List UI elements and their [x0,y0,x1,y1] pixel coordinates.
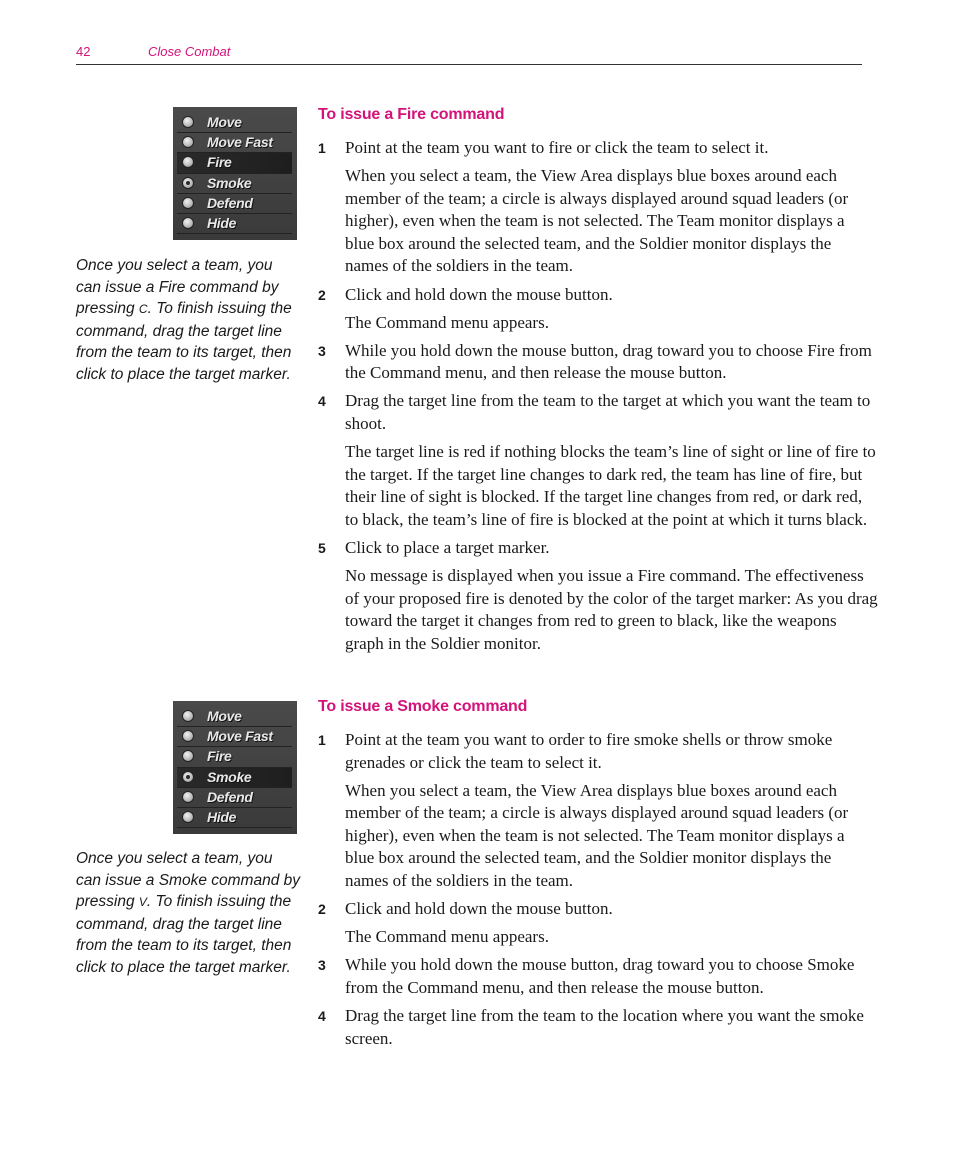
menu-item-move: Move [177,707,292,727]
step-1 [318,729,878,774]
menu-item-move: Move [177,113,292,133]
radio-icon [183,731,193,741]
step-number: 4 [318,393,326,410]
step-text: Point at the team you want to fire or click the team to select it. [345,138,769,157]
step-2 [318,898,878,921]
menu-item-move-fast: Move Fast [177,727,292,747]
smoke-section [318,698,878,1056]
step-text: Click to place a target marker. [345,538,550,557]
radio-icon [183,812,193,822]
smoke-caption: Once you select a team, you can issue a Smoke command by pressing V. To finish issuing the command, drag the target line from the team to its target, then click to place the target marker. [76,850,300,976]
shortcut-key: C [138,302,148,317]
step-detail: The target line is red if nothing blocks the team’s line of sight or line of fire to the target. If the target line changes to dark red, the team has line of fire, but their line of sight is blocked. If the target line changes from red, or dark red, to black, the team’s line of fire is blocked at the point at which it turns black. [345,442,876,529]
step-number: 3 [318,957,326,974]
step-text: Click and hold down the mouse button. [345,284,613,304]
step-detail: When you select a team, the View Area displays blue boxes around each member of the team; a circle is always displayed around squad leaders (or higher), even when the team is not selected. The Team monitor displays a blue box around the selected team, and the Soldier monitor displays the names of the soldiers in the team. [345,780,849,891]
command-menu-fire-image [173,107,297,240]
running-title: Close Combat [148,44,231,59]
step-text: Point at the team you want to order to fire smoke shells or throw smoke grenades or click the team to select it. [345,730,833,772]
radio-icon [183,137,193,147]
shortcut-key: V [138,895,147,910]
step-4 [318,390,878,435]
step-detail: The Command menu appears. [345,312,549,332]
step-number: 2 [318,901,326,918]
menu-item-defend: Defend [177,194,292,214]
step-detail: No message is displayed when you issue a Fire command. The effectiveness of your proposed fire is denoted by the color of the target marker: As you drag toward the target it changes from red to green to black, like the weapons graph in the Soldier monitor. [345,566,878,653]
step-text: While you hold down the mouse button, drag toward you to choose Fire from the Command menu, and then release the mouse button. [345,340,872,383]
step-text: Drag the target line from the team to the target at which you want the team to shoot. [345,391,871,434]
step-number: 2 [318,286,326,303]
radio-icon [183,751,193,761]
radio-icon [183,157,193,167]
menu-item-fire: Fire [177,747,292,767]
step-text: While you hold down the mouse button, drag toward you to choose Smoke from the Command menu, and then release the mouse button. [345,955,855,997]
radio-selected-icon [183,772,193,782]
fire-caption: Once you select a team, you can issue a Fire command by pressing C. To finish issuing the command, drag the target line from the team to its target, then click to place the target marker. [76,257,292,383]
step-3 [318,954,878,999]
fire-section [318,106,878,661]
menu-item-smoke: Smoke [177,768,292,788]
step-detail: When you select a team, the View Area displays blue boxes around each member of the team; a circle is always displayed around squad leaders (or higher), even when the team is not selected. The Team monitor displays a blue box around the selected team, and the Soldier monitor displays the names of the soldiers in the team. [345,166,849,276]
menu-item-hide: Hide [177,214,292,234]
menu-item-move-fast: Move Fast [177,133,292,153]
menu-item-fire: Fire [177,153,292,173]
page-number: 42 [76,44,91,59]
command-menu-smoke-image [173,701,297,834]
radio-icon [183,198,193,208]
step-detail: The Command menu appears. [345,927,549,947]
step-text: Drag the target line from the team to the location where you want the smoke screen. [345,1006,864,1048]
menu-item-hide: Hide [177,808,292,828]
radio-icon [183,792,193,802]
section-title: To issue a Fire command [318,106,505,123]
step-1 [318,137,878,160]
radio-selected-icon [183,178,193,188]
step-3 [318,340,878,385]
step-4 [318,1005,878,1050]
section-title: To issue a Smoke command [318,698,528,715]
menu-item-defend: Defend [177,788,292,808]
step-number: 4 [318,1008,326,1025]
step-5 [318,537,878,560]
radio-icon [183,218,193,228]
step-number: 3 [318,342,326,359]
step-number: 1 [318,140,326,156]
radio-icon [183,711,193,721]
step-2 [318,284,878,307]
radio-icon [183,117,193,127]
step-number: 1 [318,732,326,748]
step-text: Click and hold down the mouse button. [345,899,613,919]
step-number: 5 [318,540,326,556]
menu-item-smoke: Smoke [177,174,292,194]
page-header [76,44,862,65]
